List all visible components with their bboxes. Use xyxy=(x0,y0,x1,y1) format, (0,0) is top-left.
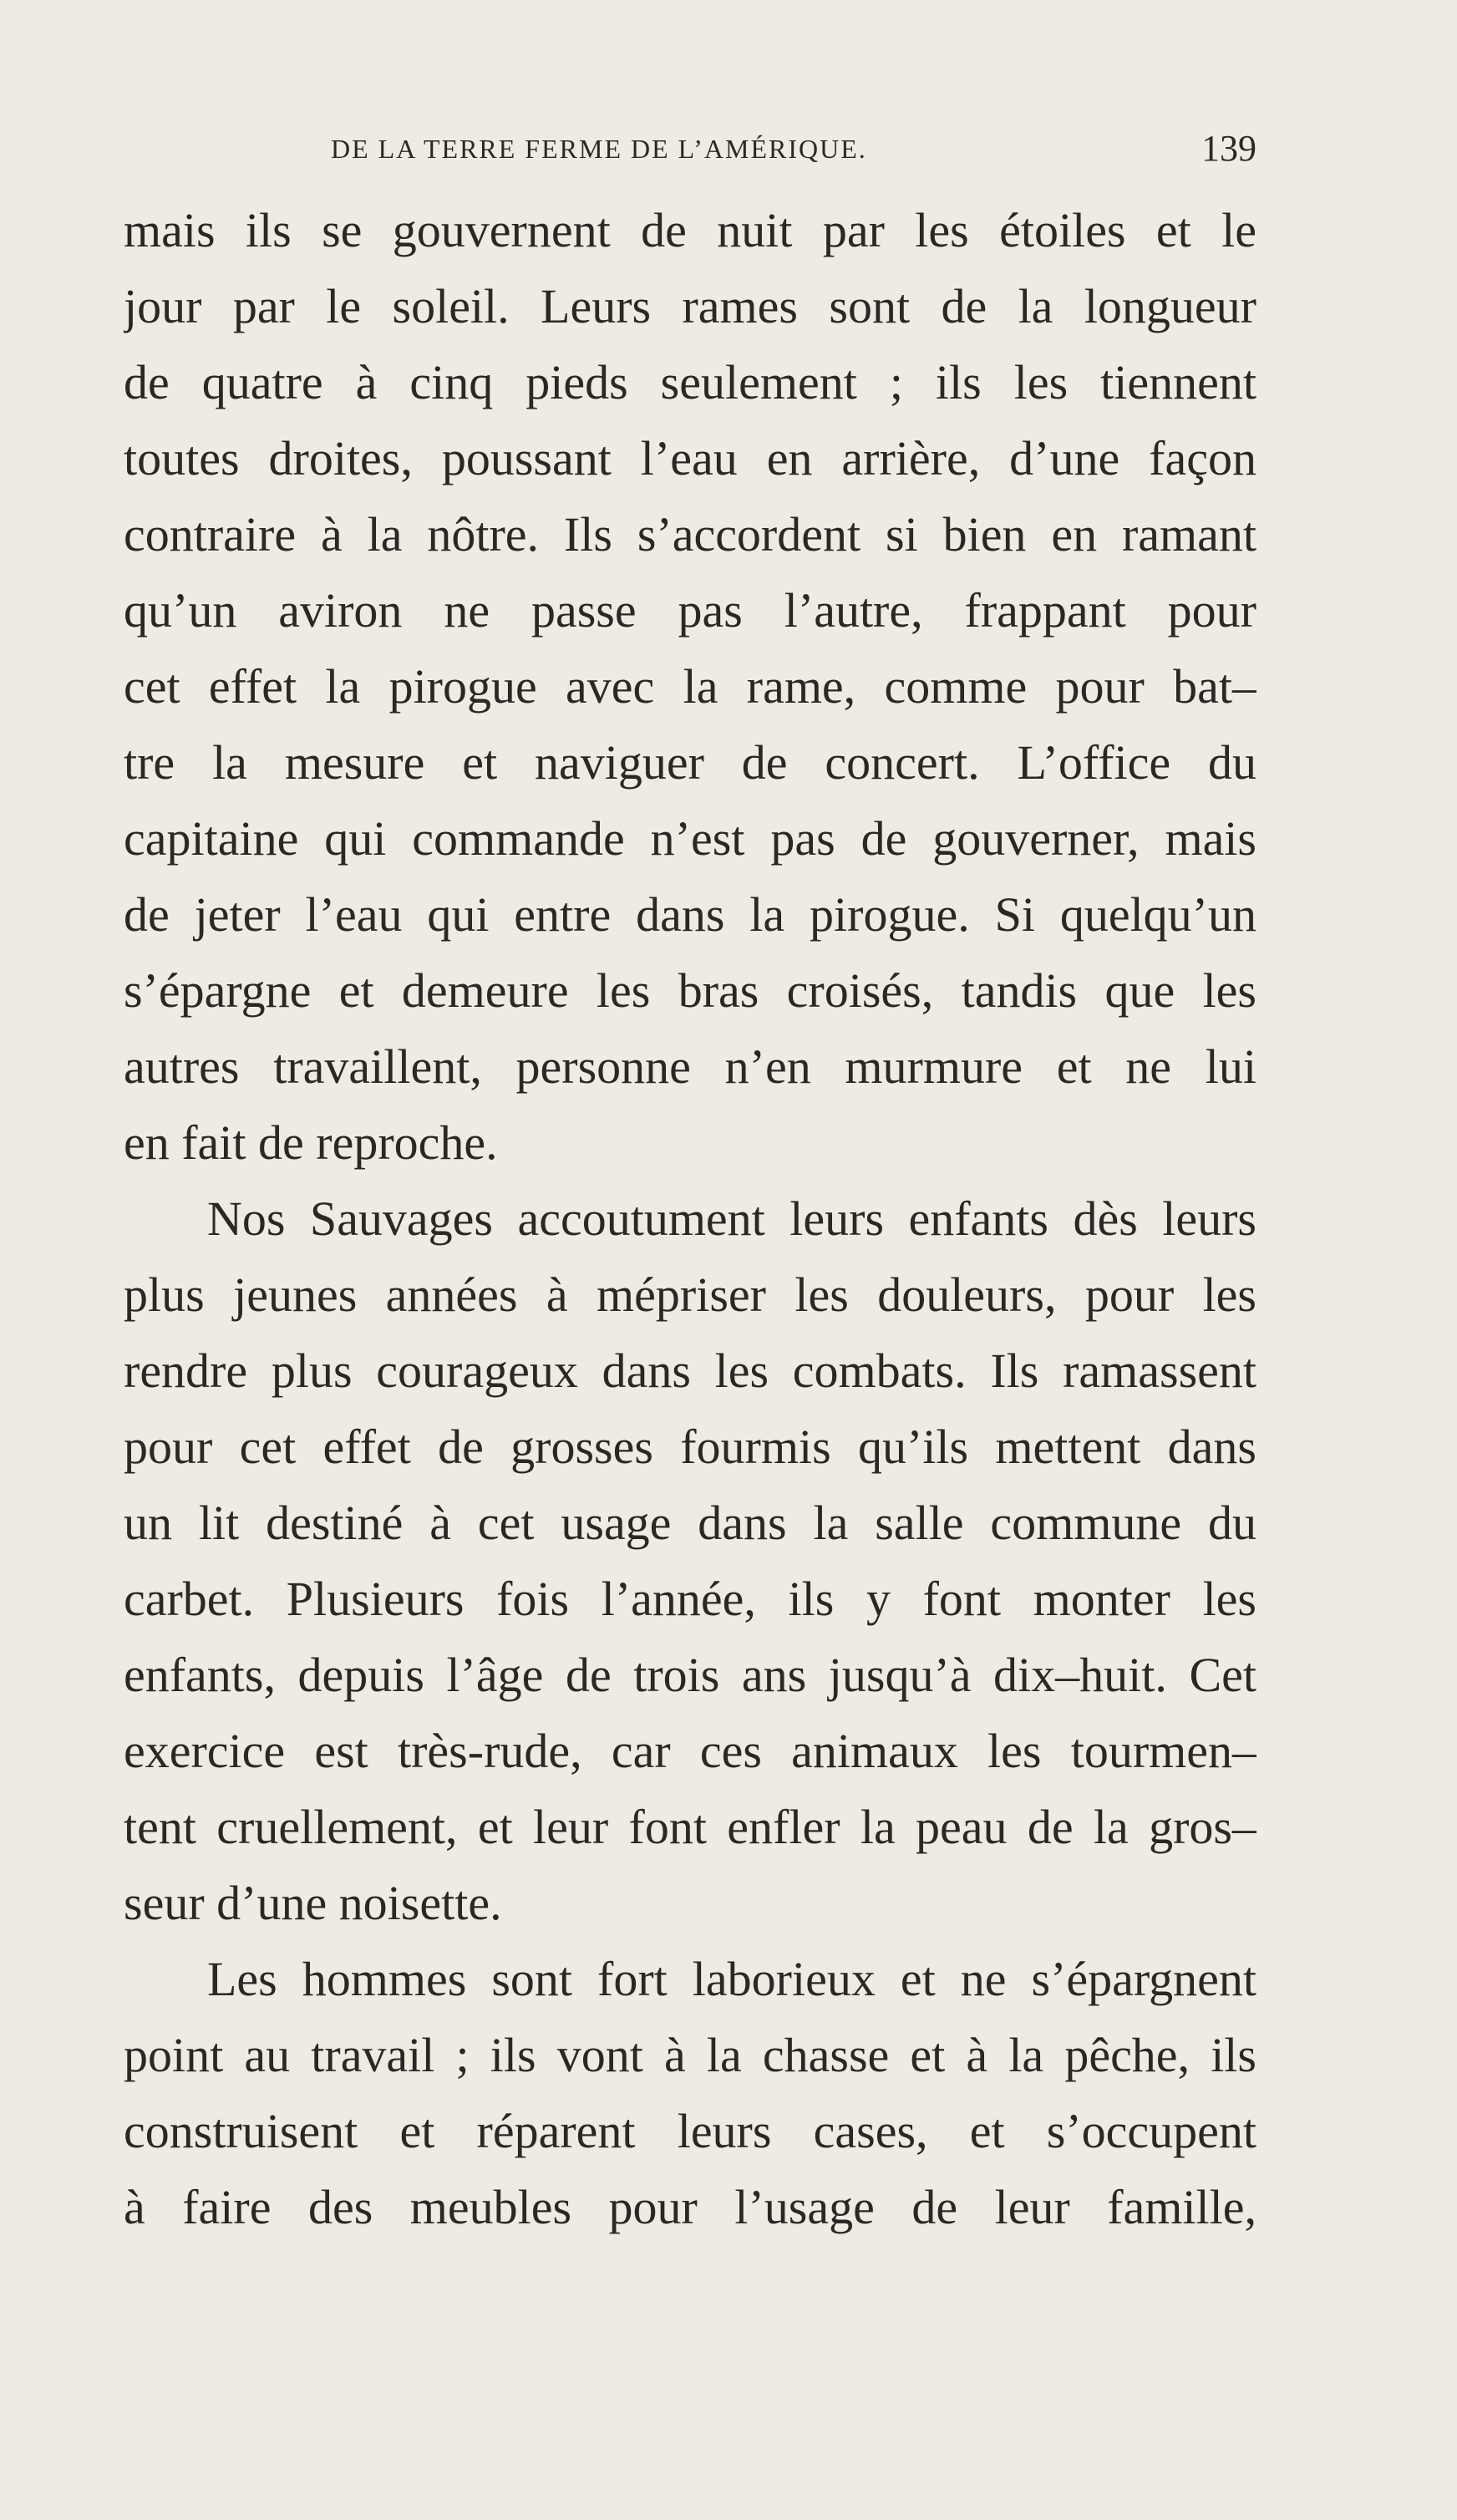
text-line: exercice est très-rude, car ces animaux les tourmen– xyxy=(124,1724,1256,1778)
text-line: pour cet effet de grosses fourmis qu’ils mettent dans xyxy=(124,1420,1256,1474)
text-line: s’épargne et demeure les bras croisés, tandis que les xyxy=(124,963,1256,1018)
text-line: plus jeunes années à mépriser les douleurs, pour les xyxy=(124,1268,1256,1322)
text-line: cet effet la pirogue avec la rame, comme pour bat– xyxy=(124,659,1256,714)
running-title: DE LA TERRE FERME DE L’AMÉRIQUE. xyxy=(331,134,867,164)
text-line: point au travail ; ils vont à la chasse et à la pêche, ils xyxy=(124,2028,1256,2082)
text-line: toutes droites, poussant l’eau en arrière, d’une façon xyxy=(124,431,1256,485)
text-line: enfants, depuis l’âge de trois ans jusqu’à dix–huit. Cet xyxy=(124,1648,1256,1702)
text-line: Les hommes sont fort laborieux et ne s’épargnent xyxy=(207,1952,1256,2006)
text-line: carbet. Plusieurs fois l’année, ils y font monter les xyxy=(124,1572,1256,1626)
text-line: mais ils se gouvernent de nuit par les étoiles et le xyxy=(124,203,1256,257)
paragraph-1 xyxy=(124,192,1256,1181)
text-line: capitaine qui commande n’est pas de gouverner, mais xyxy=(124,811,1256,866)
text-line: qu’un aviron ne passe pas l’autre, frappant pour xyxy=(124,583,1256,638)
paragraph-2 xyxy=(124,1181,1256,1941)
paragraph-3 xyxy=(124,1941,1256,2245)
text-line: autres travaillent, personne n’en murmure et ne lui xyxy=(124,1039,1256,1094)
text-line: Nos Sauvages accoutument leurs enfants dès leurs xyxy=(207,1191,1256,1246)
text-line: seur d’une noisette. xyxy=(124,1876,502,1930)
text-line: construisent et réparent leurs cases, et s’occupent xyxy=(124,2104,1256,2158)
text-line: jour par le soleil. Leurs rames sont de la longueur xyxy=(124,279,1256,333)
text-line: de jeter l’eau qui entre dans la pirogue. Si quelqu’un xyxy=(124,887,1256,942)
text-line: contraire à la nôtre. Ils s’accordent si bien en ramant xyxy=(124,507,1256,561)
text-line: de quatre à cinq pieds seulement ; ils les tiennent xyxy=(124,355,1256,409)
text-line: tent cruellement, et leur font enfler la peau de la gros– xyxy=(124,1800,1256,1854)
body-text xyxy=(124,192,1256,2245)
text-line: un lit destiné à cet usage dans la salle commune du xyxy=(124,1496,1256,1550)
page-header xyxy=(124,124,1256,174)
text-line: tre la mesure et naviguer de concert. L’office du xyxy=(124,735,1256,790)
text-line: rendre plus courageux dans les combats. Ils ramassent xyxy=(124,1344,1256,1398)
text-line: en fait de reproche. xyxy=(124,1115,498,1170)
page-number: 139 xyxy=(1201,128,1256,169)
text-line: à faire des meubles pour l’usage de leur famille, xyxy=(124,2180,1256,2234)
